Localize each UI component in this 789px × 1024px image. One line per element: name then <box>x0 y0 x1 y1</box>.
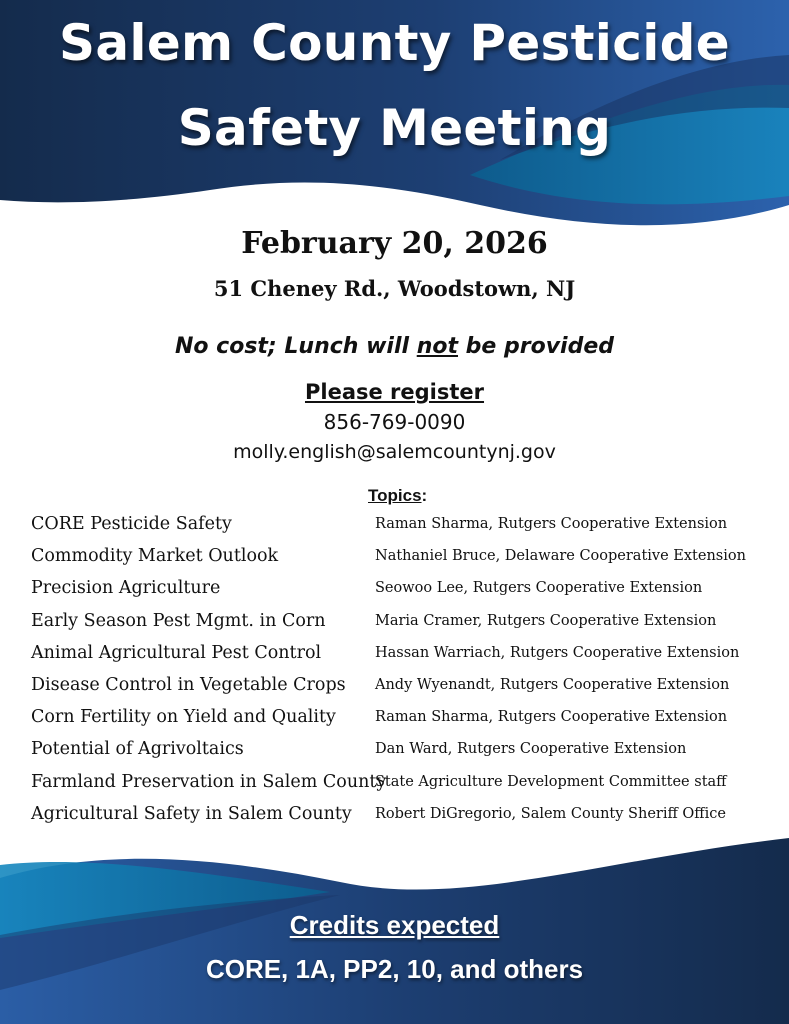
credits-list: CORE, 1A, PP2, 10, and others <box>205 954 584 984</box>
topic-row <box>0 643 789 675</box>
topic-title: Early Season Pest Mgmt. in Corn <box>31 610 326 631</box>
topic-title: CORE Pesticide Safety <box>31 514 232 534</box>
topic-title: Precision Agriculture <box>31 578 221 599</box>
topic-row <box>0 546 789 578</box>
topic-title: Agricultural Safety in Salem County <box>31 803 352 824</box>
topic-title: Farmland Preservation in Salem County <box>31 771 387 792</box>
cost-note <box>0 334 789 359</box>
topic-speaker: Hassan Warriach, Rutgers Cooperative Extension <box>375 644 740 661</box>
topic-row <box>0 675 789 707</box>
topic-speaker: Maria Cramer, Rutgers Cooperative Extension <box>375 612 717 629</box>
title-line-1: Salem County Pesticide <box>59 14 730 72</box>
credits-heading: Credits expected <box>289 910 500 940</box>
register-phone: 856-769-0090 <box>323 410 466 434</box>
topics-list <box>0 514 789 836</box>
topic-title: Disease Control in Vegetable Crops <box>31 674 346 695</box>
topic-speaker: Andy Wyenandt, Rutgers Cooperative Extension <box>375 676 730 693</box>
event-address: 51 Cheney Rd., Woodstown, NJ <box>213 276 576 301</box>
title-line-2: Safety Meeting <box>177 99 612 157</box>
topic-speaker: State Agriculture Development Committee staff <box>375 773 727 790</box>
topic-title: Potential of Agrivoltaics <box>31 739 244 760</box>
event-date: February 20, 2026 <box>241 226 548 261</box>
topics-label <box>368 486 427 506</box>
topic-row <box>0 739 789 771</box>
topic-row <box>0 514 789 546</box>
topic-title: Animal Agricultural Pest Control <box>31 642 322 663</box>
topic-speaker: Seowoo Lee, Rutgers Cooperative Extension <box>375 580 703 597</box>
register-heading: Please register <box>304 380 485 404</box>
topics-label-text: Topics <box>368 486 422 505</box>
topic-row <box>0 772 789 804</box>
topic-title: Corn Fertility on Yield and Quality <box>31 707 336 728</box>
topic-row <box>0 578 789 610</box>
topic-row <box>0 707 789 739</box>
topic-speaker: Nathaniel Bruce, Delaware Cooperative Extension <box>375 548 746 565</box>
topics-label-colon: : <box>421 486 428 505</box>
topic-row <box>0 611 789 643</box>
cost-note-emphasis: not <box>416 334 459 359</box>
topic-speaker: Raman Sharma, Rutgers Cooperative Extension <box>375 709 728 726</box>
topic-title: Commodity Market Outlook <box>31 546 279 567</box>
cost-note-suffix: be provided <box>458 334 615 359</box>
cost-note-prefix: No cost; Lunch will <box>174 334 417 359</box>
topic-speaker: Robert DiGregorio, Salem County Sheriff Office <box>375 805 726 822</box>
topic-speaker: Raman Sharma, Rutgers Cooperative Extension <box>375 516 728 532</box>
topic-speaker: Dan Ward, Rutgers Cooperative Extension <box>375 741 687 758</box>
register-email: molly.english@salemcountynj.gov <box>233 441 556 463</box>
